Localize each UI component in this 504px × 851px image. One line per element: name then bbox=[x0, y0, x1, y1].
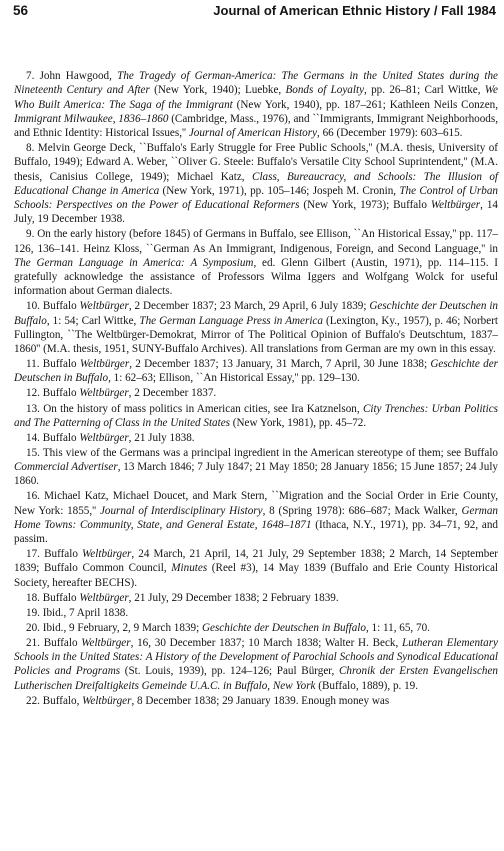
italic-title: Geschichte der Deutschen in Buffalo bbox=[14, 358, 498, 385]
italic-title: Weltbürger bbox=[81, 636, 131, 649]
endnote-number: 17. bbox=[26, 548, 40, 561]
endnote-8 bbox=[14, 141, 498, 227]
italic-title: The Control of Urban Schools: Perspectives on the Power of Educational Reformers bbox=[14, 184, 498, 212]
endnote-text: Buffalo Weltbürger, 21 July 1838. bbox=[42, 431, 195, 444]
endnote-number: 10. bbox=[26, 300, 40, 313]
endnote-number: 15. bbox=[26, 446, 40, 459]
italic-title: Minutes bbox=[171, 562, 208, 575]
endnote-12 bbox=[14, 386, 498, 400]
endnote-text: Buffalo Weltbürger, 2 December 1837; 23 March, 29 April, 6 July 1839; Geschichte der Deutschen in Buffalo, 1: 54; Carl Wittke, The German Language Press in America (Lexington, Ky., 1957), p. 46; Norbert Fullington, ``The Weltbürger-Demokrat, Mirror of The Political Opinion of Buffalo's Deutschtum, 1837–1860'' (M.A. thesis, 1951, SUNY-Buffalo Archives). All translations from German are my own in this essay. bbox=[14, 300, 498, 356]
italic-title: Journal of Interdisciplinary History bbox=[99, 504, 263, 517]
endnote-number: 21. bbox=[26, 636, 40, 649]
italic-title: We Who Built America: The Saga of the Immigrant bbox=[14, 84, 498, 111]
italic-title: Weltbürger bbox=[82, 694, 132, 707]
endnote-18 bbox=[14, 591, 498, 605]
endnote-text: John Hawgood, The Tragedy of German-America: The Germans in the United States during the Nineteenth Century and After (New York, 1940); Luebke, Bonds of Loyalty, pp. 26–81; Carl Wittke, We Who Built America: The Saga of the Immigrant (New York, 1940), pp. 187–261; Kathleen Neils Conzen, Immigrant Milwaukee, 1836–1860 (Cambridge, Mass., 1976), and ``Immigrants, Immigrant Neighborhoods, and Ethnic Identity: Historical Issues,'' Journal of American History, 66 (December 1979): 603–615. bbox=[14, 70, 498, 139]
italic-title: The German Language Press in America bbox=[139, 314, 323, 327]
endnote-number: 12. bbox=[26, 387, 40, 400]
endnote-9 bbox=[14, 227, 498, 298]
endnote-21 bbox=[14, 636, 498, 693]
endnote-text: Buffalo Weltbürger, 2 December 1837; 13 January, 31 March, 7 April, 30 June 1838; Geschichte der Deutschen in Buffalo, 1: 62–63; Ellison, ``An Historical Essay,'' pp. 129–130. bbox=[14, 358, 498, 385]
endnote-number: 11. bbox=[26, 358, 40, 371]
endnote-number: 16. bbox=[26, 490, 40, 503]
italic-title: Weltbürger bbox=[79, 431, 129, 444]
endnote-text: Ibid., 9 February, 2, 9 March 1839; Geschichte der Deutschen in Buffalo, 1: 11, 65, 70. bbox=[42, 621, 430, 634]
italic-title: Geschichte der Deutschen in Buffalo bbox=[14, 300, 498, 327]
italic-title: The Tragedy of German-America: The Germans in the United States during the Nineteenth Century and After bbox=[14, 70, 498, 97]
endnote-text: Buffalo Weltbürger, 24 March, 21 April, 14, 21 July, 29 September 1838; 2 March, 14 September 1839; Buffalo Common Council, Minutes (Reel #3), 14 May 1839 (Buffalo and Erie County Historical Society, hereafter BECHS). bbox=[14, 548, 498, 589]
italic-title: Commercial Advertiser bbox=[14, 461, 118, 474]
endnote-text: Buffalo Weltbürger, 2 December 1837. bbox=[42, 387, 217, 400]
endnote-22 bbox=[14, 694, 498, 708]
endnote-text: Ibid., 7 April 1838. bbox=[42, 606, 129, 619]
journal-title: Journal of American Ethnic History / Fall 1984 bbox=[213, 3, 496, 18]
endnote-number: 9. bbox=[26, 228, 35, 241]
endnote-number: 8. bbox=[26, 142, 35, 155]
endnote-number: 7. bbox=[26, 70, 35, 82]
endnote-number: 13. bbox=[26, 402, 40, 415]
endnote-number: 18. bbox=[26, 591, 40, 604]
italic-title: Weltbürger bbox=[430, 199, 481, 212]
endnote-text: On the history of mass politics in American cities, see Ira Katznelson, City Trenches: Urban Politics and The Patterning of Class in the United States (New York, 1981), pp. 45–72. bbox=[14, 402, 499, 429]
endnote-text: On the early history (before 1845) of Germans in Buffalo, see Ellison, ``An Historical Essay,'' pp. 117–126, 136–141. Heinz Kloss, ``German As An Immigrant, Indigenous, Foreign, and Second Language,'' in The German Language in America: A Symposium, ed. Glenn Gilbert (Austin, 1971), pp. 114–115. I gratefully acknowledge the assistance of Professors Wilma Iggers and Wolfgang Wolck for useful information about German dialects. bbox=[14, 228, 499, 298]
endnote-number: 19. bbox=[26, 606, 40, 619]
running-header bbox=[13, 3, 496, 19]
italic-title: Weltbürger bbox=[79, 358, 130, 371]
italic-title: Geschichte der Deutschen in Buffalo bbox=[201, 621, 366, 634]
italic-title: Weltbürger bbox=[79, 300, 129, 313]
endnote-number: 20. bbox=[26, 621, 40, 634]
endnote-text: Michael Katz, Michael Doucet, and Mark Stern, ``Migration and the Social Order in Erie County, New York: 1855,'' Journal of Interdisciplinary History, 8 (Spring 1978): 686–687; Mack Walker, German Home Towns: Community, State, and General Estate, 1648–1871 (Ithaca, N.Y., 1971), pp. 34–71, 92, and passim. bbox=[14, 490, 498, 546]
endnote-17 bbox=[14, 547, 498, 590]
italic-title: Bonds of Loyalty bbox=[285, 84, 365, 97]
endnote-text: Melvin George Deck, ``Buffalo's Early Struggle for Free Public Schools,'' (M.A. thesis, University of Buffalo, 1949); Edward A. Weber, ``Oliver G. Steele: Buffalo's Versatile City School Suprintendent,'' (M.A. thesis, Canisius College, 1949); Michael Katz, Class, Bureaucracy, and Schools: The Illusion of Educational Change in America (New York, 1971), pp. 105–146; Jospeh M. Cronin, The Control of Urban Schools: Perspectives on the Power of Educational Reformers (New York, 1973); Buffalo Weltbürger, 14 July, 19 December 1938. bbox=[14, 142, 498, 226]
endnote-11 bbox=[14, 357, 498, 386]
italic-title: Lutheran Elementary Schools in the United States: A History of the Development of Parochial Schools and Synodical Educational Policies and Programs bbox=[14, 636, 498, 678]
italic-title: Immigrant Milwaukee, 1836–1860 bbox=[14, 112, 169, 125]
italic-title: German Home Towns: Community, State, and General Estate, 1648–1871 bbox=[14, 504, 498, 531]
endnote-text: Buffalo, Weltbürger, 8 December 1838; 29 January 1839. Enough money was bbox=[42, 694, 390, 707]
italic-title: Class, Bureaucracy, and Schools: The Illusion of Educational Change in America bbox=[14, 170, 498, 197]
endnote-text: Buffalo Weltbürger, 16, 30 December 1837; 10 March 1838; Walter H. Beck, Lutheran Elementary Schools in the United States: A History of the Development of Parochial Schools and Synodical Educational Policies and Programs (St. Louis, 1939), pp. 124–126; Paul Bürger, Chronik der Ersten Evangelischen Lutherischen Dreifaltigkeits Gemeinde U.A.C. in Buffalo, New York (Buffalo, 1889), p. 19. bbox=[14, 636, 498, 692]
endnote-7 bbox=[14, 69, 498, 140]
italic-title: Chronik der Ersten Evangelischen Lutherischen Dreifaltigkeits Gemeinde U.A.C. in Buffalo, New York bbox=[14, 665, 498, 692]
italic-title: City Trenches: Urban Politics and The Patterning of Class in the United States bbox=[14, 402, 499, 429]
italic-title: Weltbürger bbox=[79, 387, 129, 400]
endnote-number: 22. bbox=[26, 694, 40, 707]
italic-title: Journal of American History bbox=[188, 127, 318, 139]
endnote-14 bbox=[14, 431, 498, 445]
endnote-text: This view of the Germans was a principal ingredient in the American stereotype of them; see Buffalo Commercial Advertiser, 13 March 1846; 7 July 1847; 21 May 1850; 28 January 1856; 15 June 1857; 24 July 1860. bbox=[14, 446, 499, 488]
endnote-number: 14. bbox=[26, 431, 40, 444]
italic-title: The German Language in America: A Symposium bbox=[14, 256, 254, 269]
endnote-15 bbox=[14, 446, 498, 489]
endnote-20 bbox=[14, 621, 498, 635]
endnote-16 bbox=[14, 489, 498, 546]
italic-title: Weltbürger bbox=[82, 548, 132, 561]
endnote-13 bbox=[14, 402, 498, 431]
endnote-19 bbox=[14, 606, 498, 620]
endnote-text: Buffalo Weltbürger, 21 July, 29 December 1838; 2 February 1839. bbox=[42, 591, 339, 604]
page-number: 56 bbox=[13, 3, 29, 18]
italic-title: Weltbürger bbox=[79, 591, 129, 604]
endnotes-list bbox=[14, 69, 498, 709]
endnote-10 bbox=[14, 299, 498, 356]
